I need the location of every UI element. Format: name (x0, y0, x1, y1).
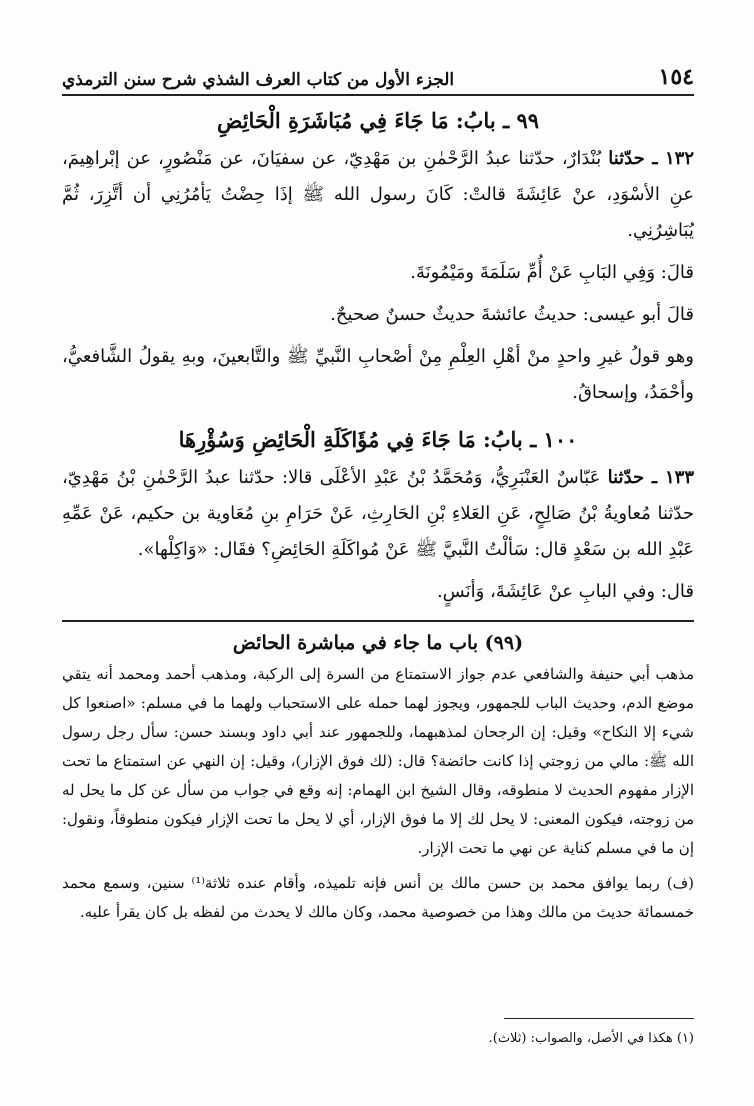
commentary (62, 632, 694, 927)
hadith-number: ١٣٢ ـ حدّثنا (608, 148, 694, 169)
ulama-note: وهو قولُ غيرِ واحدٍ منْ أهْلِ العِلْمِ مِنْ أصْحابِ النَّبيِّ ﷺ والتَّابعينَ، وبهِ يقولُ الشَّافعيُّ، وأحْمَدُ، وإسحاقُ. (62, 346, 694, 403)
page-number: ١٥٤ (658, 64, 694, 90)
hadith-number: ١٣٣ ـ حدّثنا (607, 467, 694, 488)
grade-note: قالَ أبو عيسى: حديثُ عائشةَ حديثٌ حسنٌ صحيحٌ. (330, 304, 694, 325)
book-title: الجزء الأول من كتاب العرف الشذي شرح سنن الترمذي (62, 70, 455, 90)
hadith-133 (62, 460, 694, 568)
bab-note: قال: وفي البابِ عنْ عَائِشَةَ، وَأنَسٍ. (436, 581, 694, 602)
commentary-divider (62, 620, 694, 622)
section-99 (62, 108, 694, 411)
section-100 (62, 427, 694, 610)
hadith-text: عَبّاسٌ العَنْبَرِيُّ، وَمُحَمَّدُ بْنُ عَبْدِ الأعْلَى قالا: حدّثنا عبدُ الرَّحْمٰنِ بْنُ مَهْدِيّ، حدّثنا مُعاويةُ بْنُ صَالِحٍ، عَنِ العَلاءِ بْنِ الحَارِثِ، عَنْ حَرَامِ بنِ مُعَاوية بن حكيم، عَنْ عَمِّهِ عَبْدِ الله بن سَعْدٍ قال: سَألْتُ النَّبيَّ ﷺ عَنْ مُواكَلَةِ الحَائِضِ؟ فقَال: «وَاكِلْها». (62, 467, 694, 560)
bab-note: قالَ: وَفِي البَابِ عَنْ أُمِّ سَلَمَةَ ومَيْمُونَةَ. (410, 262, 694, 283)
commentary-paragraph: مذهب أبي حنيفة والشافعي عدم جواز الاستمتاع من السرة إلى الركبة، ومذهب أحمد ومحمد أنه يتقي موضع الدم، وحديث الباب للجمهور، ويجوز لهما حمله على الاستحباب ولهما ما في مسلم: «اصنعوا كل شيء إلا النكاح» وقيل: إن الرجحان لمذهبهما، وللجمهور عند أبي داود وبسند حسن: سأل رجل رسول الله ﷺ: مالي من زوجتي إذا كانت حائضة؟ قال: (لك فوق الإزار)، وقيل: إن النهي عن استمتاع ما تحت الإزار مفهوم الحديث لا منطوقه، وقال الشيخ ابن الهمام: إنه وقع في جواب من سأل عن كل ما يحل له من زوجته، فيكون المعنى: لا يحل لك إلا ما فوق الإزار، أي لا يحل ما تحت الإزار فيكون منطوقاً، ونقول: إن ما في مسلم كناية عن نهي ما تحت الإزار. (62, 665, 694, 857)
footnote-divider (504, 1018, 694, 1019)
footnote: (١) هكذا في الأصل، والصواب: (ثلاث). (488, 1031, 694, 1046)
hadith-132 (62, 141, 694, 249)
chapter-heading-99: ٩٩ ـ بابُ: مَا جَاءَ فِي مُبَاشَرَةِ الْحَائِضِ (216, 108, 540, 133)
commentary-title: (٩٩) باب ما جاء في مباشرة الحائض (232, 632, 524, 654)
commentary-note: (ف) ربما يوافق محمد بن حسن مالك بن أنس فإنه تلميذه، وأقام عنده ثلاثة⁽¹⁾ سنين، وسمع محمد خمسمائة حديث من مالك وهذا من خصوصية محمد، وكان مالك لا يحدث من لفظه بل كان يقرأ عليه. (62, 874, 694, 921)
running-header (62, 56, 694, 96)
chapter-heading-100: ١٠٠ ـ بابُ: مَا جَاءَ فِي مُؤَاكَلَةِ الْحَائِضِ وَسُؤْرِهَا (178, 427, 578, 452)
hadith-text: بُنْدَارٌ، حدّثنا عبدُ الرَّحْمٰنِ بن مَهْدِيّ، عن سفيَانَ، عن مَنْصُورٍ، عن إبْراهِيمَ، عنِ الأسْوَدِ، عنْ عَائِشَةَ قالتْ: كَانَ رسول الله ﷺ إذَا حِضْتُ يَأمُرُنِي أن أتَّزِرَ، ثُمَّ يُبَاشِرُنِي. (62, 148, 694, 241)
